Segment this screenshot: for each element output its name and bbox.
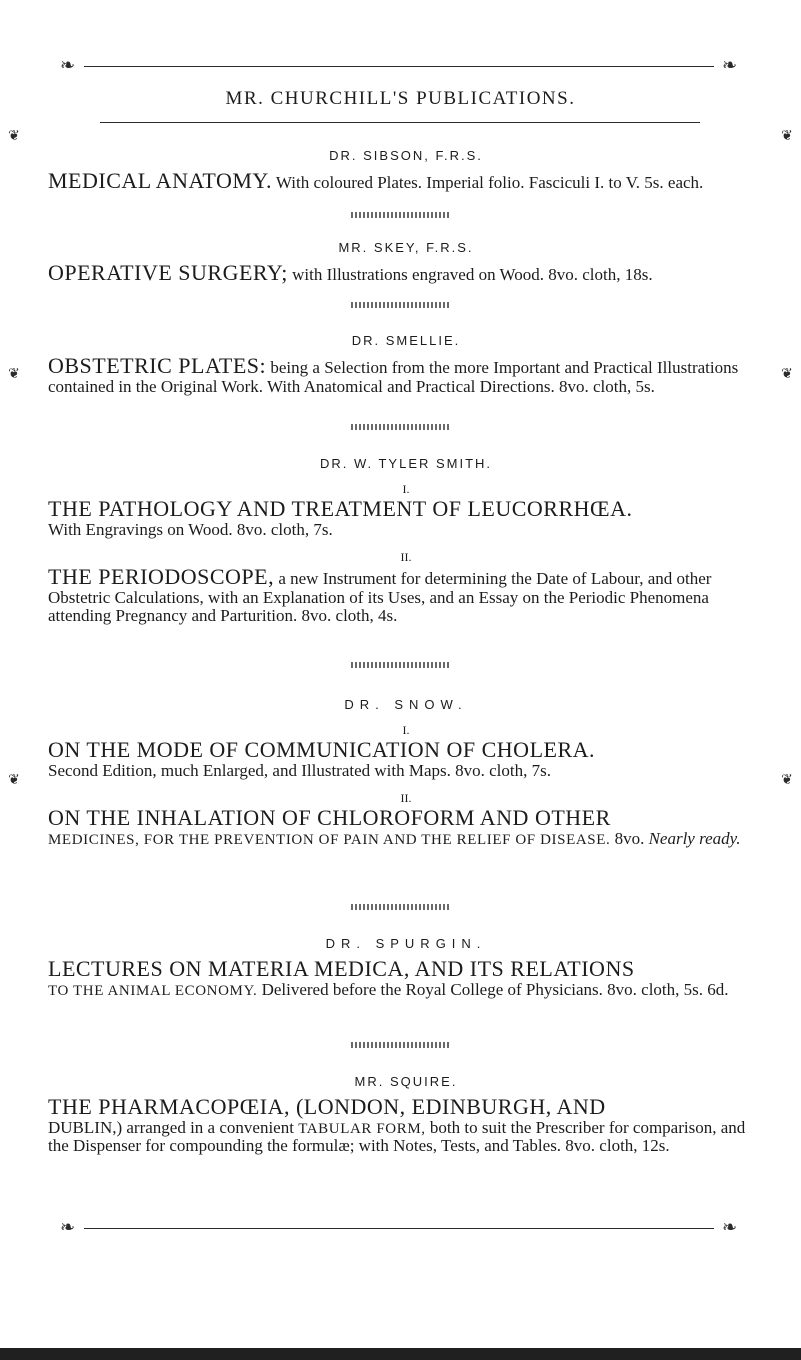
- entry-description: with Illustrations engraved on Wood. 8vo. cloth, 18s.: [292, 265, 653, 284]
- entry-text: [48, 565, 764, 625]
- top-right-ornament: ❧: [722, 55, 738, 75]
- header-rule: [100, 122, 700, 123]
- divider: [351, 424, 451, 430]
- entry-text: [48, 169, 764, 193]
- bottom-right-ornament: ❧: [722, 1217, 738, 1237]
- entry-title: LECTURES ON MATERIA MEDICA, AND ITS RELATIONS: [48, 956, 635, 981]
- author-name: DR. SMELLIE.: [351, 333, 461, 348]
- entry-title: THE PATHOLOGY AND TREATMENT OF LEUCORRHŒA.: [48, 496, 633, 521]
- entry-squire: [48, 1074, 764, 1155]
- entry-title: THE PHARMACOPŒIA, (LONDON, EDINBURGH, AND: [48, 1094, 606, 1119]
- divider: [351, 212, 451, 218]
- entry-text: [48, 738, 764, 780]
- page-header: MR. CHURCHILL'S PUBLICATIONS.: [225, 88, 576, 109]
- left-border-ornament: ❦ ❦ ❦: [8, 129, 20, 788]
- top-left-ornament: ❧: [60, 55, 76, 75]
- top-rule: [84, 66, 714, 67]
- entry-sibson: [48, 148, 764, 193]
- item-numeral: II.: [400, 791, 412, 806]
- bottom-left-ornament: ❧: [60, 1217, 76, 1237]
- item-numeral: I.: [402, 482, 410, 496]
- entry-title: MEDICAL ANATOMY.: [48, 168, 272, 193]
- entry-title: ON THE INHALATION OF CHLOROFORM AND OTHER: [48, 805, 611, 831]
- entry-description: With coloured Plates. Imperial folio. Fasciculi I. to V. 5s. each.: [275, 173, 704, 192]
- item-numeral: I.: [402, 723, 410, 737]
- entry-text: [48, 806, 764, 848]
- entry-description: With Engravings on Wood. 8vo. cloth, 7s.: [48, 519, 333, 539]
- entry-description: being a Selection from the more Important and Practical Illustrations contained in the Original Work. With Anatomical and Practical Directions. 8vo. cloth, 5s.: [48, 358, 739, 396]
- entry-text: [48, 261, 764, 285]
- entry-subtitle: MEDICINES, FOR THE PREVENTION OF PAIN AND THE RELIEF OF DISEASE.: [48, 831, 611, 848]
- right-border-ornament: ❦ ❦ ❦: [781, 129, 793, 788]
- entry-smellie: [48, 333, 764, 396]
- entry-description: Second Edition, much Enlarged, and Illustrated with Maps. 8vo. cloth, 7s.: [48, 760, 551, 780]
- entry-text: [48, 1095, 764, 1155]
- bottom-rule: [84, 1228, 714, 1229]
- entry-title: THE PERIODOSCOPE,: [48, 564, 275, 590]
- divider: [351, 1042, 451, 1048]
- entry-subtitle: TABULAR FORM,: [298, 1120, 426, 1137]
- author-name: DR. SPURGIN.: [325, 936, 487, 951]
- divider: [351, 302, 451, 308]
- item-numeral: II.: [400, 550, 412, 565]
- author-name: DR. W. TYLER SMITH.: [319, 456, 493, 471]
- entry-description: Delivered before the Royal College of Physicians. 8vo. cloth, 5s. 6d.: [261, 979, 729, 999]
- author-name: DR. SIBSON, F.R.S.: [329, 148, 483, 163]
- entry-title: OPERATIVE SURGERY;: [48, 260, 288, 285]
- author-name: DR. SNOW.: [344, 697, 468, 712]
- entry-description: both to suit the Prescriber for comparison, and the Dispenser for compounding the formulæ; with Notes, Tests, and Tables. 8vo. cloth, 12s.: [48, 1117, 746, 1156]
- entry-description: a new Instrument for determining the Date of Labour, and other Obstetric Calculations, with an Explanation of its Uses, and an Essay on the Periodic Phenomena attending Pregnancy and Parturition. 8vo. cloth, 4s.: [48, 569, 712, 626]
- entry-title: OBSTETRIC PLATES:: [48, 353, 267, 378]
- entry-subtitle: TO THE ANIMAL ECONOMY.: [48, 982, 258, 999]
- entry-title: ON THE MODE OF COMMUNICATION OF CHOLERA.: [48, 737, 596, 762]
- divider: [351, 904, 451, 910]
- entry-description-lead: DUBLIN,) arranged in a convenient: [48, 1117, 294, 1137]
- entry-note: Nearly ready.: [648, 828, 741, 848]
- entry-snow: [48, 697, 764, 848]
- entry-skey: [48, 240, 764, 285]
- entry-description: 8vo.: [614, 828, 645, 848]
- author-name: MR. SQUIRE.: [354, 1074, 458, 1089]
- entry-tyler-smith: [48, 456, 764, 626]
- author-name: MR. SKEY, F.R.S.: [338, 240, 474, 255]
- divider: [351, 662, 451, 668]
- entry-spurgin: [48, 936, 764, 999]
- scan-edge: [0, 1348, 801, 1360]
- entry-text: [48, 354, 764, 396]
- entry-text: [48, 497, 764, 539]
- entry-text: [48, 957, 764, 999]
